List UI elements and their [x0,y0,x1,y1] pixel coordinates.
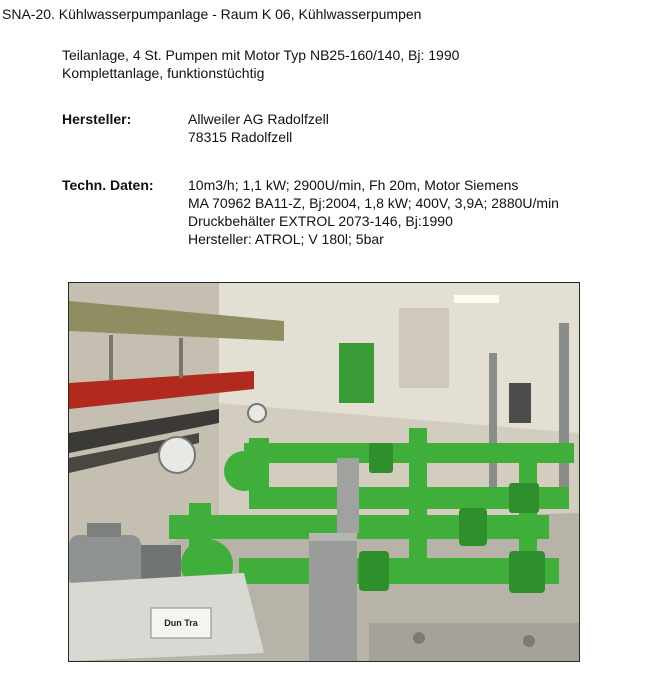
tech-data-line: MA 70962 BA11-Z, Bj:2004, 1,8 kW; 400V, 3,9A; 2880U/min [188,195,559,211]
pump-room-photo [68,282,580,662]
description-line: Teilanlage, 4 St. Pumpen mit Motor Typ NB25-160/140, Bj: 1990 [62,47,460,63]
tech-data-line: Hersteller: ATROL; V 180l; 5bar [188,231,384,247]
manufacturer-values [188,110,329,146]
manufacturer-line: Allweiler AG Radolfzell [188,111,329,127]
tech-data-values [188,176,559,248]
manufacturer-line: 78315 Radolfzell [188,129,293,145]
tech-data-line: 10m3/h; 1,1 kW; 2900U/min, Fh 20m, Motor Siemens [188,177,519,193]
document-heading: SNA-20. Kühlwasserpumpanlage - Raum K 06, Kühlwasserpumpen [2,6,422,22]
description-line: Komplettanlage, funktionstüchtig [62,65,265,81]
motor-plate-text: Dun Tra [164,618,198,628]
tech-data-line: Druckbehälter EXTROL 2073-146, Bj:1990 [188,213,453,229]
description-block [62,46,459,82]
tech-data-label: Techn. Daten: [62,177,154,193]
manufacturer-label: Hersteller: [62,111,132,127]
